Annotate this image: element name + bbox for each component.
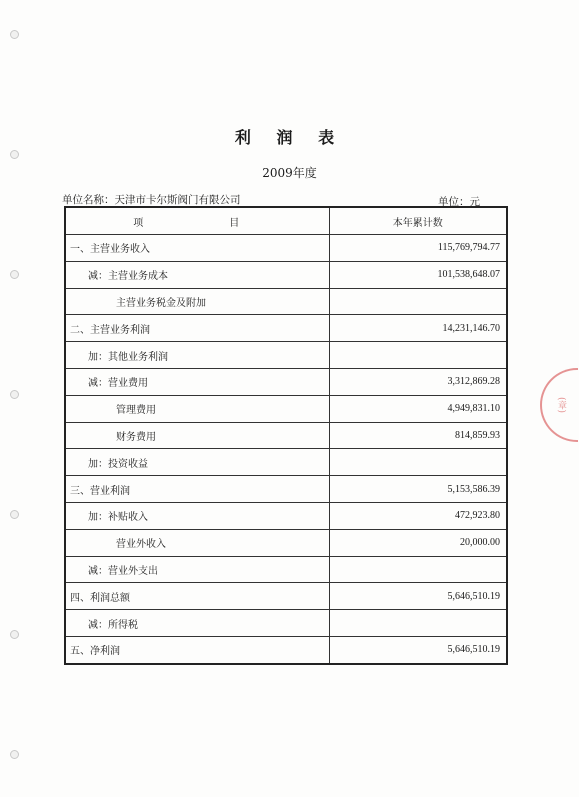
document-title: 利 润 表: [234, 128, 345, 147]
table-row: [65, 476, 507, 503]
row-amount: 472,923.80: [329, 502, 507, 529]
row-amount: 814,859.93: [329, 422, 507, 449]
row-amount: 115,769,794.77: [329, 235, 507, 262]
header-item: 项 目: [65, 207, 329, 235]
row-item-label: 主营业务税金及附加: [65, 288, 329, 315]
punch-hole: [10, 630, 19, 639]
row-amount: 14,231,146.70: [329, 315, 507, 342]
report-period: 2009年度: [262, 166, 317, 180]
row-item-label: 减：营业费用: [65, 368, 329, 395]
row-amount: [329, 449, 507, 476]
table-row: [65, 583, 507, 610]
row-amount: [329, 288, 507, 315]
income-statement-table: [64, 206, 508, 665]
table-row: [65, 529, 507, 556]
row-item-label: 加：其他业务利润: [65, 342, 329, 369]
row-item-label: 加：补贴收入: [65, 502, 329, 529]
punch-hole: [10, 510, 19, 519]
punch-hole: [10, 390, 19, 399]
table-header-row: [65, 207, 507, 235]
currency-unit: 单位：元: [438, 196, 480, 208]
table-row: [65, 288, 507, 315]
table-row: [65, 610, 507, 637]
row-amount: 5,646,510.19: [329, 583, 507, 610]
table-row: [65, 636, 507, 663]
table-row: [65, 422, 507, 449]
punch-hole: [10, 270, 19, 279]
table-row: [65, 395, 507, 422]
table-row: [65, 556, 507, 583]
table-row: [65, 449, 507, 476]
row-item-label: 财务费用: [65, 422, 329, 449]
row-amount: [329, 610, 507, 637]
row-amount: 5,646,510.19: [329, 636, 507, 663]
row-item-label: 营业外收入: [65, 529, 329, 556]
row-amount: [329, 556, 507, 583]
row-item-label: 五、净利润: [65, 636, 329, 663]
table-row: [65, 261, 507, 288]
row-amount: [329, 342, 507, 369]
table-row: [65, 315, 507, 342]
row-amount: 20,000.00: [329, 529, 507, 556]
row-item-label: 减：所得税: [65, 610, 329, 637]
table-row: [65, 368, 507, 395]
punch-hole: [10, 30, 19, 39]
punch-hole: [10, 150, 19, 159]
table-row: [65, 235, 507, 262]
row-item-label: 管理费用: [65, 395, 329, 422]
table-row: [65, 502, 507, 529]
row-item-label: 减：营业外支出: [65, 556, 329, 583]
row-item-label: 加：投资收益: [65, 449, 329, 476]
row-item-label: 二、主营业务利润: [65, 315, 329, 342]
row-amount: 4,949,831.10: [329, 395, 507, 422]
row-item-label: 三、营业利润: [65, 476, 329, 503]
row-item-label: 四、利润总额: [65, 583, 329, 610]
row-amount: 101,538,648.07: [329, 261, 507, 288]
row-item-label: 减：主营业务成本: [65, 261, 329, 288]
table-row: [65, 342, 507, 369]
row-amount: 3,312,869.28: [329, 368, 507, 395]
row-item-label: 一、主营业务收入: [65, 235, 329, 262]
header-amount: 本年累计数: [329, 207, 507, 235]
row-amount: 5,153,586.39: [329, 476, 507, 503]
seal-stamp: (章): [540, 368, 578, 442]
punch-hole: [10, 750, 19, 759]
company-name: 单位名称：天津市卡尔斯阀门有限公司: [62, 194, 241, 206]
